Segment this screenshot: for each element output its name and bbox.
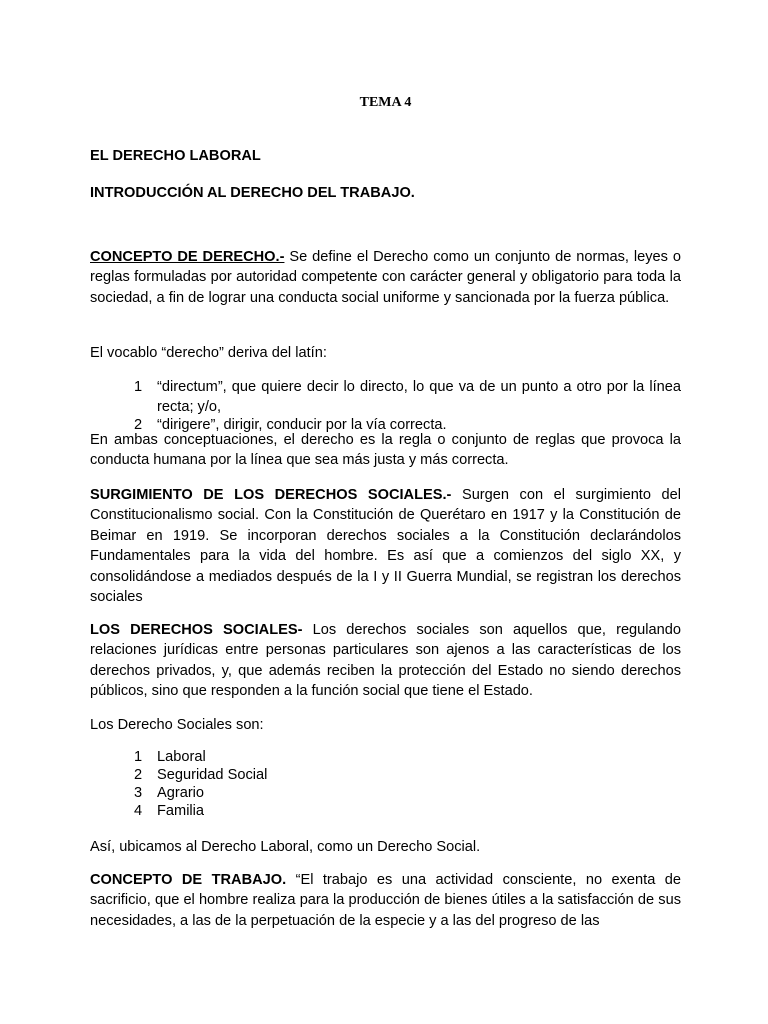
paragraph-sociales-intro: Los Derecho Sociales son: — [90, 717, 264, 733]
list-item — [134, 766, 681, 784]
list-item — [134, 377, 681, 418]
list-item-text: Agrario — [157, 785, 205, 801]
list-item-text: Seguridad Social — [157, 767, 268, 783]
list-item-number: 2 — [134, 767, 143, 783]
list-item-number: 1 — [134, 749, 143, 765]
list-item — [134, 802, 681, 820]
list-item-text: Laboral — [157, 749, 206, 765]
paragraph-vocablo-intro: El vocablo “derecho” deriva del latín: — [90, 345, 327, 361]
paragraph-asi: Así, ubicamos al Derecho Laboral, como un Derecho Social. — [90, 839, 481, 855]
heading-derecho-laboral: EL DERECHO LABORAL — [90, 148, 261, 164]
surgimiento-lead: SURGIMIENTO DE LOS DERECHOS SOCIALES.- — [90, 487, 452, 503]
list-item — [134, 784, 681, 802]
paragraph-surgimiento — [90, 485, 681, 607]
concepto-derecho-text: Se define el Derecho como un conjunto de normas, leyes o reglas formuladas por autoridad competente con carácter general y obligatorio para toda la sociedad, a fin de lograr una conducta social uniforme y sancionada por la fuerza pública. — [90, 249, 681, 306]
derechos-sociales-lead: LOS DERECHOS SOCIALES- — [90, 622, 303, 638]
heading-introduccion: INTRODUCCIÓN AL DERECHO DEL TRABAJO. — [90, 185, 415, 201]
list-item-text: “directum”, que quiere decir lo directo, lo que va de un punto a otro por la línea recta; y/o, — [157, 379, 681, 416]
list-item-number: 1 — [134, 379, 143, 395]
paragraph-ambas: En ambas conceptuaciones, el derecho es la regla o conjunto de reglas que provoca la conducta humana por la línea que sea más justa y más correcta. — [90, 432, 681, 469]
surgimiento-text: Surgen con el surgimiento del Constitucionalismo social. Con la Constitución de Querétaro en 1917 y la Constitución de Beimar en 1919. Se incorporan derechos sociales a la Constitución declarándolos Fundamentales para la vida del hombre. Es así que a comienzos del siglo XX, y consolidándose a mediados después de la I y II Guerra Mundial, se registran los derechos sociales — [90, 487, 682, 606]
concepto-trabajo-lead: CONCEPTO DE TRABAJO. — [90, 872, 287, 888]
list-item-number: 3 — [134, 785, 143, 801]
list-item-text: Familia — [157, 803, 205, 819]
list-item — [134, 748, 681, 766]
sociales-list — [134, 748, 681, 820]
paragraph-concepto-derecho — [90, 247, 681, 308]
list-item-number: 4 — [134, 803, 143, 819]
paragraph-concepto-trabajo — [90, 870, 681, 931]
paragraph-derechos-sociales — [90, 620, 681, 702]
list-item-number: 2 — [134, 416, 143, 433]
document-title: TEMA 4 — [359, 95, 412, 110]
derechos-sociales-text: Los derechos sociales son aquellos que, regulando relaciones jurídicas entre personas particulares son ajenos a las características de los derechos privados, y, que además reciben la protección del Estado no siendo derechos públicos, sino que responden a la función social que tiene el Estado. — [90, 622, 681, 700]
vocablo-list — [134, 377, 681, 435]
concepto-derecho-lead: CONCEPTO DE DERECHO.- — [90, 249, 285, 265]
list-item-text: “dirigere”, dirigir, conducir por la vía correcta. — [157, 416, 447, 433]
concepto-trabajo-text: “El trabajo es una actividad consciente, no exenta de sacrificio, que el hombre realiza para la producción de bienes útiles a la satisfacción de sus necesidades, a las de la perpetuación de la especie y a las del progreso de las — [90, 872, 681, 929]
